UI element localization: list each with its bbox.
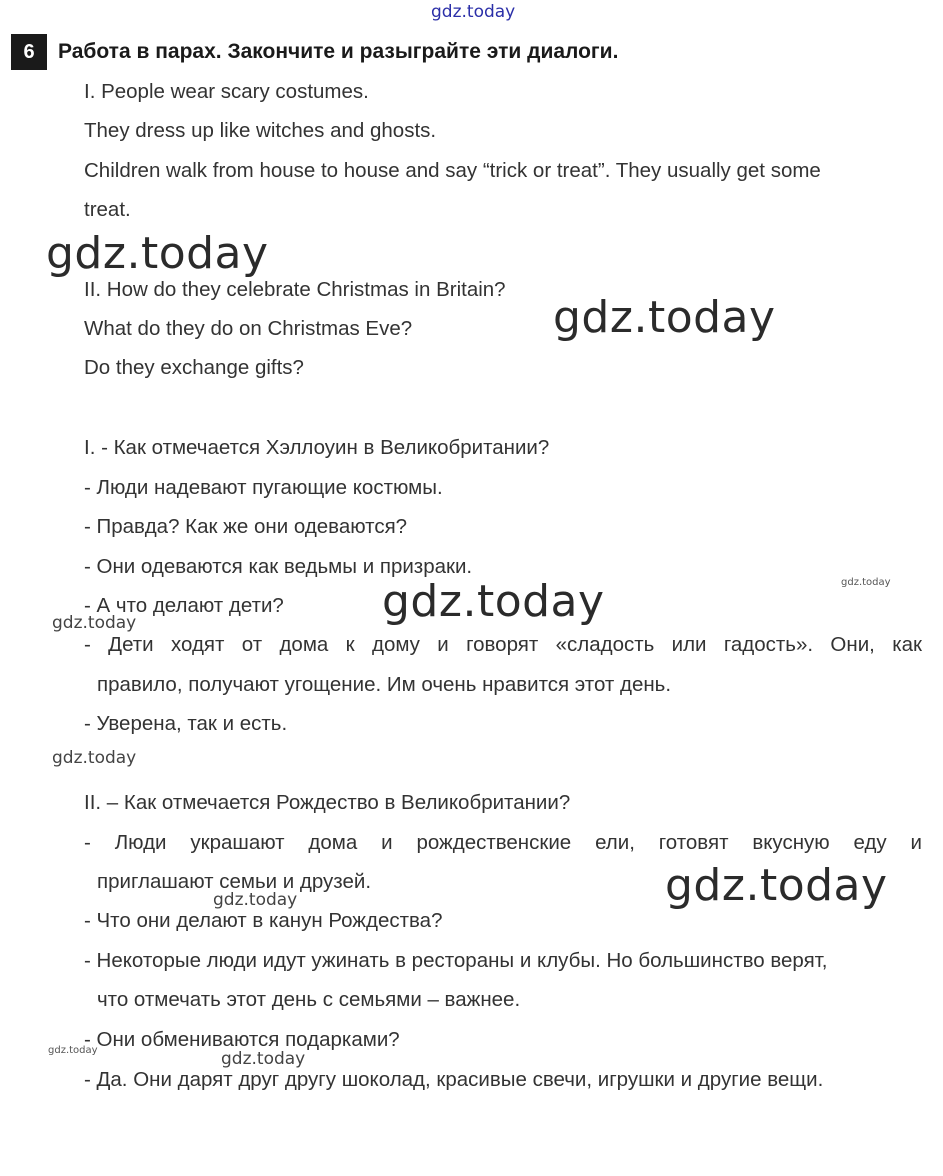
dialogue-line: - Да. Они дарят друг другу шоколад, красивые свечи, игрушки и другие вещи.: [84, 1068, 824, 1091]
watermark-large: gdz.today: [46, 228, 269, 279]
dialogue-line: - А что делают дети?: [84, 594, 284, 617]
dialogue-line: - Некоторые люди идут ужинать в рестораны и клубы. Но большинство верят,: [84, 949, 828, 972]
watermark-large: gdz.today: [382, 576, 605, 627]
watermark-medium: gdz.today: [52, 613, 137, 633]
dialogue-line: - Люди украшают дома и рождественские ели, готовят вкусную еду и: [84, 831, 922, 854]
dialogue-line: - Уверена, так и есть.: [84, 712, 288, 735]
exercise-heading: Работа в парах. Закончите и разыграйте эти диалоги.: [58, 40, 619, 63]
watermark-large: gdz.today: [665, 860, 888, 911]
dialogue-line: - Правда? Как же они одеваются?: [84, 515, 408, 538]
english-line: II. How do they celebrate Christmas in Britain?: [84, 278, 506, 301]
dialogue-line: - Дети ходят от дома к дому и говорят «сладость или гадость». Они, как: [84, 633, 922, 656]
watermark-large: gdz.today: [553, 292, 776, 343]
dialogue-line: что отмечать этот день с семьями – важнее.: [97, 988, 521, 1011]
watermark-top: gdz.today: [431, 2, 516, 22]
dialogue-line: I. - Как отмечается Хэллоуин в Великобритании?: [84, 436, 550, 459]
exercise-number-badge: 6: [11, 34, 47, 70]
english-line: Children walk from house to house and say “trick or treat”. They usually get some: [84, 159, 821, 182]
dialogue-line: - Люди надевают пугающие костюмы.: [84, 476, 443, 499]
watermark-tiny: gdz.today: [841, 577, 891, 588]
dialogue-line: - Они обмениваются подарками?: [84, 1028, 400, 1051]
english-line: They dress up like witches and ghosts.: [84, 119, 437, 142]
dialogue-line: II. – Как отмечается Рождество в Великобритании?: [84, 791, 571, 814]
english-line: What do they do on Christmas Eve?: [84, 317, 413, 340]
dialogue-line: приглашают семьи и друзей.: [97, 870, 372, 893]
watermark-tiny: gdz.today: [48, 1045, 98, 1056]
watermark-medium: gdz.today: [221, 1049, 306, 1069]
dialogue-line: - Они одеваются как ведьмы и призраки.: [84, 555, 473, 578]
watermark-medium: gdz.today: [52, 748, 137, 768]
dialogue-line: правило, получают угощение. Им очень нравится этот день.: [97, 673, 672, 696]
english-line: treat.: [84, 198, 131, 221]
dialogue-line: - Что они делают в канун Рождества?: [84, 909, 443, 932]
english-line: I. People wear scary costumes.: [84, 80, 369, 103]
english-line: Do they exchange gifts?: [84, 356, 304, 379]
watermark-medium: gdz.today: [213, 890, 298, 910]
